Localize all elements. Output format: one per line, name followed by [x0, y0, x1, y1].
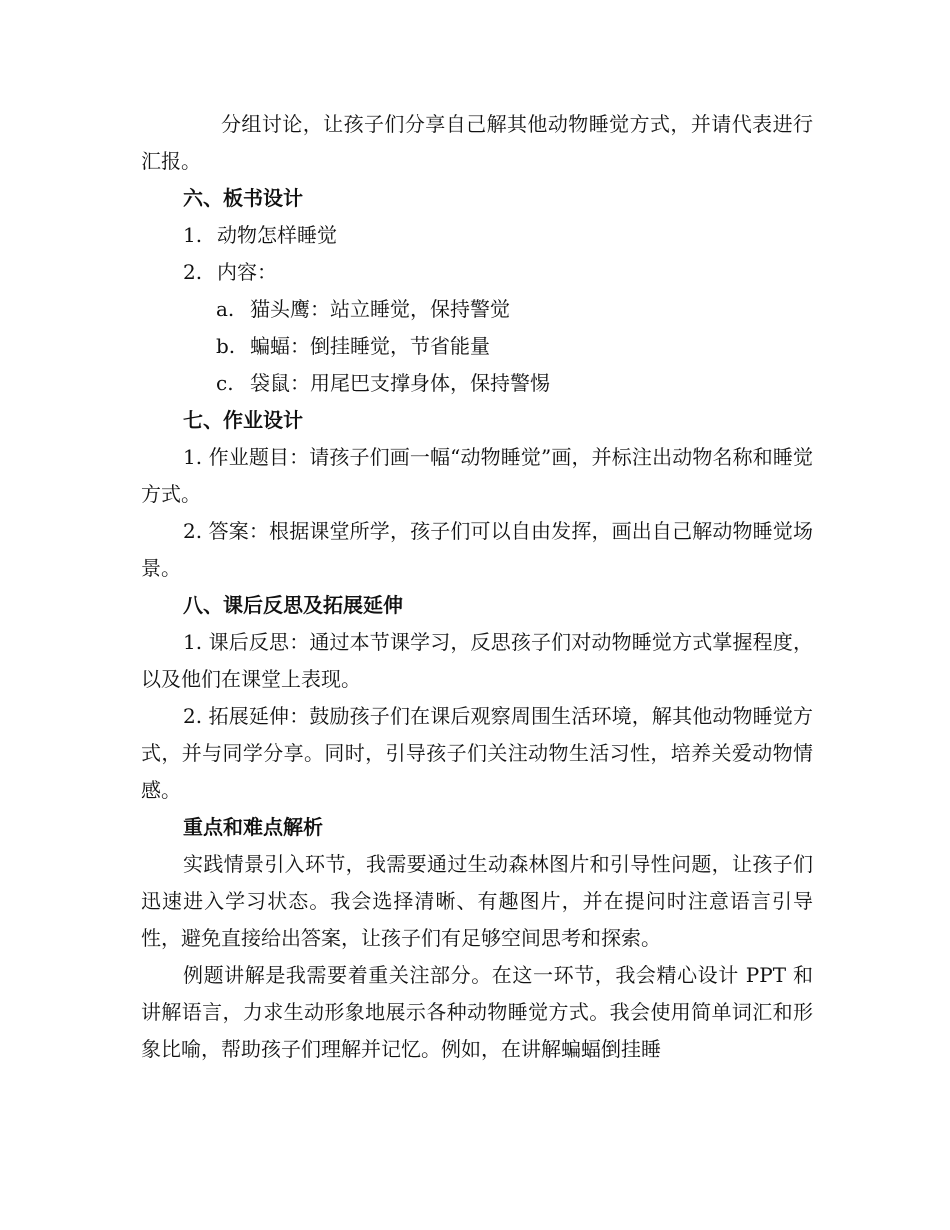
analysis-paragraph-2: 例题讲解是我需要着重关注部分。在这一环节，我会精心设计 PPT 和讲解语言，力求生动形象地展示各种动物睡觉方式。我会使用简单词汇和形象比喻，帮助孩子们理解并记忆。例如，在讲解蝙蝠倒挂睡 — [141, 963, 813, 1061]
board-subitem-c-text: 袋鼠：用尾巴支撑身体，保持警惕 — [250, 371, 550, 395]
board-subitem-a-text: 猫头鹰：站立睡觉，保持警觉 — [250, 297, 510, 321]
homework-item-1: 1. 作业题目：请孩子们画一幅“动物睡觉”画，并标注出动物名称和睡觉方式。 — [141, 445, 813, 506]
reflection-item-1: 1. 课后反思：通过本节课学习，反思孩子们对动物睡觉方式掌握程度，以及他们在课堂上表现。 — [141, 630, 813, 691]
intro-paragraph: 分组讨论，让孩子们分享自己解其他动物睡觉方式，并请代表进行汇报。 — [141, 112, 813, 173]
board-subitem-a — [141, 291, 813, 328]
section-heading-board-design: 六、板书设计 — [183, 186, 303, 210]
board-item-1-number: 1. — [183, 223, 203, 247]
board-subitem-c — [141, 365, 813, 402]
board-subitem-b-text: 蝙蝠：倒挂睡觉，节省能量 — [250, 334, 490, 358]
section-heading-homework: 七、作业设计 — [183, 408, 303, 432]
board-subitem-c-mark: c. — [216, 371, 234, 395]
analysis-paragraph-1: 实践情景引入环节，我需要通过生动森林图片和引导性问题，让孩子们迅速进入学习状态。我会选择清晰、有趣图片，并在提问时注意语言引导性，避免直接给出答案，让孩子们有足够空间思考和探索。 — [141, 852, 813, 950]
reflection-item-2: 2. 拓展延伸：鼓励孩子们在课后观察周围生活环境，解其他动物睡觉方式，并与同学分享。同时，引导孩子们关注动物生活习性，培养关爱动物情感。 — [141, 704, 813, 802]
board-subitem-b-mark: b. — [216, 334, 236, 358]
board-item-2-number: 2. — [183, 260, 203, 284]
board-item-2 — [141, 254, 813, 291]
document-page — [141, 106, 813, 1068]
board-subitem-a-mark: a. — [216, 297, 235, 321]
board-item-1-text: 动物怎样睡觉 — [217, 223, 337, 247]
section-heading-key-points: 重点和难点解析 — [183, 815, 323, 839]
board-subitem-b — [141, 328, 813, 365]
board-item-2-text: 内容： — [217, 260, 277, 284]
section-heading-reflection: 八、课后反思及拓展延伸 — [183, 593, 403, 617]
board-item-1 — [141, 217, 813, 254]
homework-item-2: 2. 答案：根据课堂所学，孩子们可以自由发挥，画出自己解动物睡觉场景。 — [141, 519, 813, 580]
